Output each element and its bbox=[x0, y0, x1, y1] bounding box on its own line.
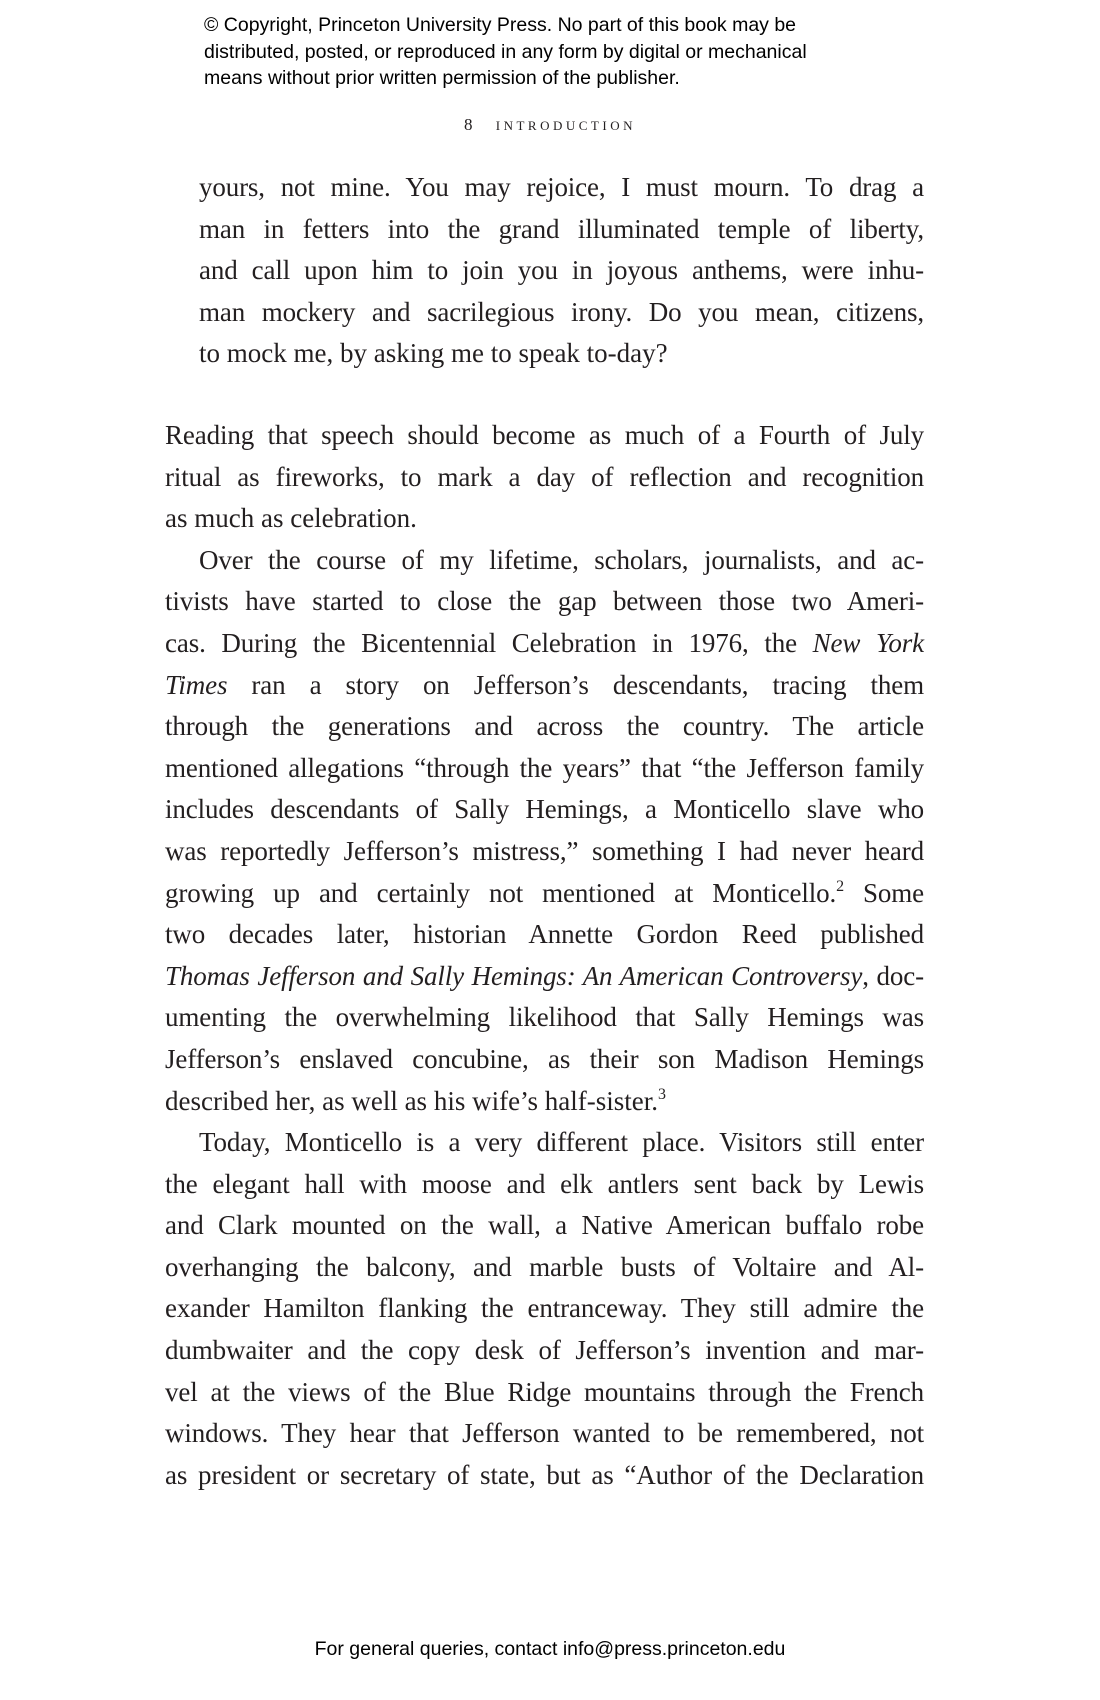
copyright-line: means without prior written permission of the publisher. bbox=[204, 67, 680, 89]
footer-contact: For general queries, contact info@press.princeton.edu bbox=[314, 1638, 786, 1660]
text-line bbox=[165, 997, 924, 1039]
copyright-line: © Copyright, Princeton University Press. No part of this book may be bbox=[204, 14, 797, 36]
text-segment: ritual as fireworks, to mark a day of reflection and recognition bbox=[165, 461, 924, 492]
text-segment: was reportedly Jefferson’s mistress,” something I had never heard bbox=[165, 835, 924, 866]
chapter-title: introduction bbox=[495, 114, 636, 135]
paragraph bbox=[165, 1122, 924, 1496]
text-segment: and call upon him to join you in joyous anthems, were inhu- bbox=[199, 255, 924, 286]
text-line bbox=[165, 1205, 924, 1247]
text-line bbox=[199, 250, 924, 292]
body-text bbox=[165, 415, 924, 1496]
text-segment: man in fetters into the grand illuminated temple of liberty, bbox=[199, 213, 924, 244]
text-line bbox=[165, 581, 924, 623]
text-line bbox=[165, 665, 924, 707]
text-line bbox=[165, 956, 924, 998]
text-segment: , doc- bbox=[862, 960, 924, 991]
text-line bbox=[165, 623, 924, 665]
text-segment: Reading that speech should become as much of a Fourth of July bbox=[165, 420, 924, 450]
text-line bbox=[165, 498, 924, 540]
text-segment: includes descendants of Sally Hemings, a Monticello slave who bbox=[165, 794, 924, 825]
text-segment: man mockery and sacrilegious irony. Do you mean, citizens, bbox=[199, 296, 924, 327]
italic-text: Thomas Jefferson and Sally Hemings: An American Controversy bbox=[165, 960, 863, 991]
text-line bbox=[165, 1122, 924, 1164]
text-line bbox=[165, 706, 924, 748]
text-segment: Over the course of my lifetime, scholars, journalists, and ac- bbox=[199, 544, 924, 575]
text-line bbox=[165, 1039, 924, 1081]
text-segment: overhanging the balcony, and marble busts of Voltaire and Al- bbox=[165, 1251, 924, 1282]
text-line bbox=[199, 167, 924, 209]
text-line bbox=[165, 1164, 924, 1206]
text-segment: tivists have started to close the gap between those two Ameri- bbox=[165, 586, 924, 617]
text-line bbox=[165, 1288, 924, 1330]
text-line bbox=[165, 1330, 924, 1372]
text-segment: dumbwaiter and the copy desk of Jefferson’s invention and mar- bbox=[165, 1335, 924, 1366]
text-segment: yours, not mine. You may rejoice, I must mourn. To drag a bbox=[199, 172, 924, 202]
block-quote bbox=[199, 167, 924, 375]
text-line bbox=[165, 789, 924, 831]
text-line bbox=[165, 873, 924, 915]
running-head bbox=[0, 114, 1100, 136]
footnote-reference[interactable]: 2 bbox=[836, 877, 844, 895]
text-line bbox=[165, 1413, 924, 1455]
italic-text: Times bbox=[165, 669, 228, 700]
text-line bbox=[199, 209, 924, 251]
text-segment: exander Hamilton flanking the entranceway. They still admire the bbox=[165, 1293, 924, 1324]
text-segment: as much as celebration. bbox=[165, 503, 417, 534]
text-segment: and Clark mounted on the wall, a Native American buffalo robe bbox=[165, 1210, 924, 1241]
text-line bbox=[199, 333, 924, 375]
text-line bbox=[165, 415, 924, 457]
paragraph bbox=[165, 540, 924, 1122]
text-segment: the elegant hall with moose and elk antlers sent back by Lewis bbox=[165, 1168, 924, 1199]
paragraph bbox=[165, 415, 924, 540]
copyright-notice bbox=[204, 12, 807, 92]
text-segment: Some bbox=[843, 877, 924, 908]
text-segment: two decades later, historian Annette Gordon Reed published bbox=[165, 919, 924, 950]
text-line bbox=[165, 1372, 924, 1414]
text-segment: described her, as well as his wife’s half-sister. bbox=[165, 1085, 659, 1116]
text-segment: through the generations and across the country. The article bbox=[165, 711, 924, 742]
text-segment: Today, Monticello is a very different place. Visitors still enter bbox=[199, 1127, 924, 1158]
text-segment: growing up and certainly not mentioned at Monticello. bbox=[165, 877, 837, 908]
text-segment: umenting the overwhelming likelihood that Sally Hemings was bbox=[165, 1002, 924, 1033]
text-segment: vel at the views of the Blue Ridge mountains through the French bbox=[165, 1376, 924, 1407]
text-line bbox=[165, 831, 924, 873]
copyright-line: distributed, posted, or reproduced in any form by digital or mechanical bbox=[204, 40, 807, 63]
italic-text: New York bbox=[812, 627, 924, 658]
text-segment: as president or secretary of state, but as “Author of the Declaration bbox=[165, 1459, 924, 1490]
text-line bbox=[165, 1081, 924, 1123]
text-segment: cas. During the Bicentennial Celebration in 1976, the bbox=[165, 627, 813, 658]
text-line bbox=[165, 540, 924, 582]
text-segment: to mock me, by asking me to speak to-day? bbox=[199, 338, 668, 369]
text-line bbox=[165, 1455, 924, 1497]
footnote-reference[interactable]: 3 bbox=[658, 1085, 667, 1103]
text-line bbox=[199, 292, 924, 334]
text-segment: windows. They hear that Jefferson wanted to be remembered, not bbox=[165, 1418, 924, 1449]
text-segment: mentioned allegations “through the years” that “the Jefferson family bbox=[165, 752, 924, 783]
text-line bbox=[165, 457, 924, 499]
text-line bbox=[165, 748, 924, 790]
page-number: 8 bbox=[464, 115, 473, 134]
text-segment: Jefferson’s enslaved concubine, as their son Madison Hemings bbox=[165, 1043, 924, 1074]
text-line bbox=[165, 914, 924, 956]
text-segment: ran a story on Jefferson’s descendants, tracing them bbox=[227, 669, 924, 700]
text-line bbox=[165, 1247, 924, 1289]
